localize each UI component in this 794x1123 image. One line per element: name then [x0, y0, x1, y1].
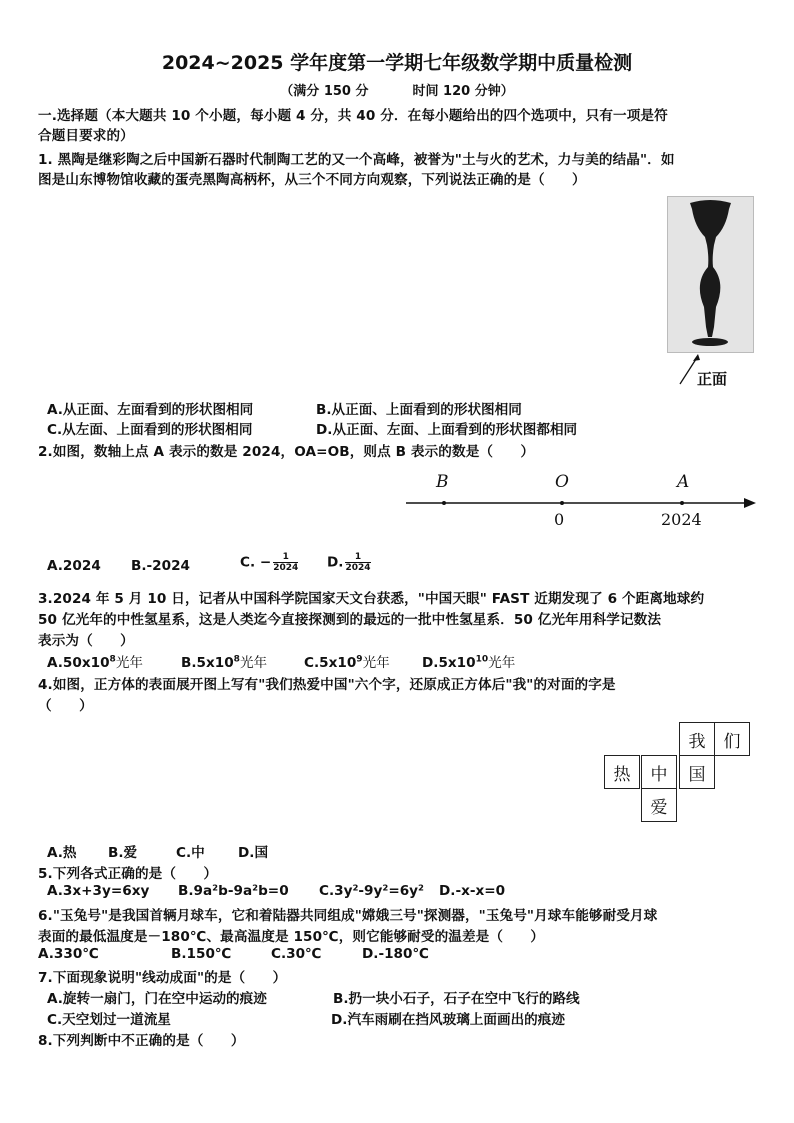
- q1-option-a[interactable]: A.从正面、左面看到的形状图相同: [47, 402, 254, 418]
- cube-net-cell-re: 热: [604, 755, 640, 789]
- q3-stem-line3: 表示为（ ）: [38, 633, 134, 649]
- cube-net-cell-guo: 国: [679, 755, 715, 789]
- q5-option-d[interactable]: D.-x-x=0: [439, 883, 506, 899]
- q3-option-b[interactable]: [181, 651, 267, 671]
- exam-subtitle: [0, 80, 794, 99]
- fraction-denominator: 2024: [273, 563, 299, 573]
- fraction-numerator: 1: [273, 552, 298, 563]
- fraction-numerator: 1: [345, 552, 370, 563]
- q3-d-unit: 光年: [488, 655, 516, 671]
- pottery-cup-illustration: [668, 197, 753, 352]
- q1-option-b[interactable]: B.从正面、上面看到的形状图相同: [316, 402, 522, 418]
- cube-net-cell-wo: 我: [679, 722, 715, 756]
- q7-option-d[interactable]: D.汽车雨刷在挡风玻璃上面画出的痕迹: [331, 1012, 565, 1028]
- cube-net-cell-men: 们: [714, 722, 750, 756]
- q3-d-base: D.5x10: [422, 655, 476, 671]
- q4-option-c[interactable]: C.中: [176, 845, 205, 861]
- q3-option-d[interactable]: [422, 651, 515, 671]
- q2-option-d[interactable]: [327, 552, 373, 573]
- q3-a-exp: 8: [109, 654, 116, 665]
- q6-option-b[interactable]: B.150℃: [171, 946, 232, 962]
- q5-option-a[interactable]: A.3x+3y=6xy: [47, 883, 150, 899]
- q5-stem: 5.下列各式正确的是（ ）: [38, 866, 218, 882]
- full-score: （满分 150 分: [280, 84, 369, 99]
- q2-option-c[interactable]: [240, 552, 300, 573]
- q3-b-base: B.5x10: [181, 655, 234, 671]
- q6-stem-line2: 表面的最低温度是－180℃、最高温度是 150℃，则它能够耐受的温差是（ ）: [38, 929, 545, 945]
- point-b-label: B: [436, 472, 449, 492]
- q4-option-d[interactable]: D.国: [238, 845, 269, 861]
- time-limit: 时间 120 分钟）: [412, 84, 514, 99]
- q6-option-a[interactable]: A.330℃: [38, 946, 99, 962]
- q3-b-exp: 8: [233, 654, 240, 665]
- front-label: 正面: [697, 370, 728, 388]
- exam-title: 2024~2025 学年度第一学期七年级数学期中质量检测: [161, 52, 633, 74]
- q4-stem-line2: （ ）: [38, 698, 93, 714]
- q3-d-exp: 10: [475, 654, 489, 665]
- q2-option-c-prefix: C. −: [240, 554, 272, 571]
- q1-option-c[interactable]: C.从左面、上面看到的形状图相同: [47, 422, 253, 438]
- q3-a-unit: 光年: [115, 655, 143, 671]
- q7-option-a[interactable]: A.旋转一扇门，门在空中运动的痕迹: [47, 991, 267, 1007]
- q6-option-d[interactable]: D.-180℃: [362, 946, 429, 962]
- q2-stem: 2.如图，数轴上点 A 表示的数是 2024，OA=OB，则点 B 表示的数是（ ）: [38, 444, 535, 460]
- fraction-denominator: 2024: [345, 563, 371, 573]
- q3-c-exp: 9: [356, 654, 363, 665]
- q3-stem-line1: 3.2024 年 5 月 10 日，记者从中国科学院国家天文台获悉，"中国天眼" FAST 近期发现了 6 个距离地球约: [38, 591, 705, 607]
- q7-option-c[interactable]: C.天空划过一道流星: [47, 1012, 171, 1028]
- q2-option-d-prefix: D.: [327, 554, 344, 571]
- q1-stem-line2: 图是山东博物馆收藏的蛋壳黑陶高柄杯，从三个不同方向观察，下列说法正确的是（ ）: [38, 172, 586, 188]
- q3-stem-line2: 50 亿光年的中性氢星系，这是人类迄今直接探测到的最远的一批中性氢星系．50 亿光年用科学记数法: [38, 612, 662, 628]
- q3-a-base: A.50x10: [47, 655, 110, 671]
- q4-option-a[interactable]: A.热: [47, 845, 77, 861]
- q6-stem-line1: 6."玉兔号"是我国首辆月球车，它和着陆器共同组成"嫦娥三号"探测器，"玉兔号"月球车能够耐受月球: [38, 908, 658, 924]
- black-pottery-cup-photo: [667, 196, 754, 353]
- section-header-line1: 一.选择题（本大题共 10 个小题，每小题 4 分，共 40 分．在每小题给出的四个选项中，只有一项是符: [38, 108, 668, 124]
- q2-option-d-fraction: [345, 552, 370, 573]
- q4-stem-line1: 4.如图，正方体的表面展开图上写有"我们热爱中国"六个字，还原成正方体后"我"的对面的字是: [38, 677, 616, 693]
- cube-net-cell-ai: 爱: [641, 788, 677, 822]
- q1-stem-line1: 1. 黑陶是继彩陶之后中国新石器时代制陶工艺的又一个高峰，被誉为"土与火的艺术，力与美的结晶"．如: [38, 152, 675, 168]
- q5-option-b[interactable]: B.9a²b-9a²b=0: [178, 883, 289, 899]
- point-o-label: O: [555, 472, 569, 492]
- q3-option-c[interactable]: [304, 651, 390, 671]
- zero-tick-label: 0: [554, 510, 565, 529]
- q7-stem: 7.下面现象说明"线动成面"的是（ ）: [38, 970, 287, 986]
- q6-option-c[interactable]: C.30℃: [271, 946, 322, 962]
- q7-option-b[interactable]: B.扔一块小石子，石子在空中飞行的路线: [333, 991, 580, 1007]
- q3-option-a[interactable]: [47, 651, 143, 671]
- section-header-line2: 合题目要求的）: [38, 128, 134, 144]
- q8-stem: 8.下列判断中不正确的是（ ）: [38, 1033, 245, 1049]
- cube-net-cell-zhong: 中: [641, 755, 677, 789]
- number-line: [400, 468, 760, 532]
- a-value-tick-label: 2024: [661, 510, 702, 529]
- q3-c-base: C.5x10: [304, 655, 357, 671]
- q2-option-b[interactable]: B.-2024: [131, 558, 191, 574]
- q1-option-d[interactable]: D.从正面、左面、上面看到的形状图都相同: [316, 422, 578, 438]
- q3-c-unit: 光年: [362, 655, 390, 671]
- q2-option-a[interactable]: A.2024: [47, 558, 101, 574]
- q2-option-c-fraction: [273, 552, 298, 573]
- q4-option-b[interactable]: B.爱: [108, 845, 138, 861]
- q3-b-unit: 光年: [239, 655, 268, 671]
- point-a-label: A: [677, 472, 690, 492]
- q5-option-c[interactable]: C.3y²-9y²=6y²: [319, 883, 424, 899]
